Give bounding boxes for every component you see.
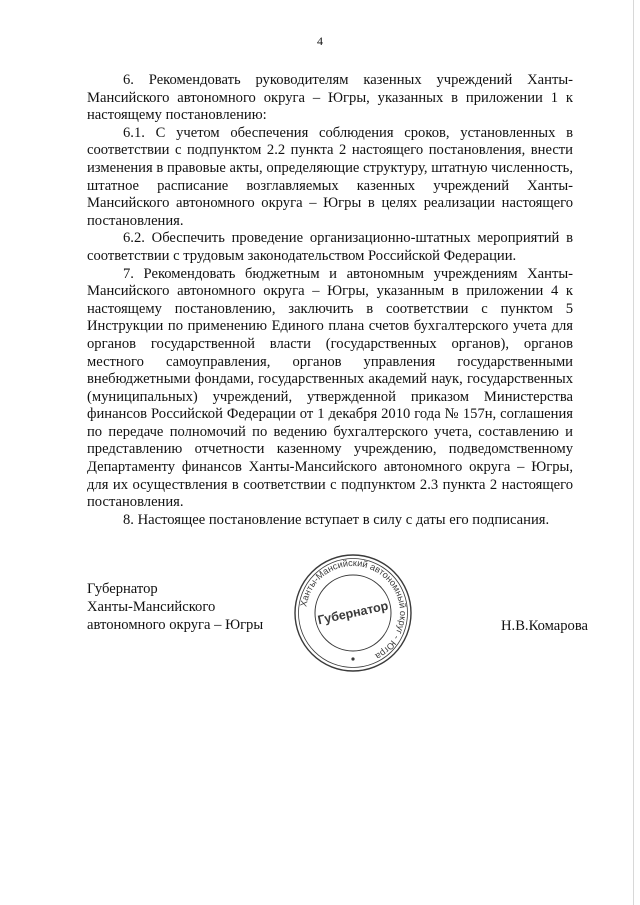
paragraph-6: 6. Рекомендовать руководителям казенных учреждений Ханты-Мансийского автономного округа – Югры, указанных в приложении 1 к настоящему постановлению: <box>87 72 573 124</box>
signature-title <box>87 580 263 634</box>
page-number: 4 <box>317 34 323 48</box>
paragraph-6-1: 6.1. С учетом обеспечения соблюдения сроков, установленных в соответствии с подпунктом 2.2 пункта 2 настоящего постановления, внести изменения в правовые акты, определяющие структуру, штатную численность, штатное расписание возглавляемых казенных учреждений Ханты-Мансийского автономного округа – Югры в целях реализации настоящего постановления. <box>87 124 573 229</box>
signature-title-line: Ханты-Мансийского <box>87 599 216 615</box>
signature-title-line: Губернатор <box>87 581 158 597</box>
page-edge-line <box>633 0 634 905</box>
official-seal <box>291 551 415 675</box>
paragraph-6-2: 6.2. Обеспечить проведение организационно-штатных мероприятий в соответствии с трудовым законодательством Российской Федерации. <box>87 230 573 264</box>
paragraph-8: 8. Настоящее постановление вступает в силу с даты его подписания. <box>123 511 550 528</box>
svg-text:Ханты-Мансийский автономный ок: Ханты-Мансийский автономный округ - Югра <box>298 557 409 662</box>
svg-text:Губернатор: Губернатор <box>316 598 390 628</box>
paragraph-7: 7. Рекомендовать бюджетным и автономным учреждениям Ханты-Мансийского автономного округа – Югры, указанным в приложении 4 к настоящему постановлению, заключить в соответствии с пунктом 5 Инструкции по применению Единого плана счетов бухгалтерского учета для органов государственной власти (государственных органов), органов местного самоуправления, органов управления государственными внебюджетными фондами, государственных академий наук, государственных (муниципальных) учреждений, утвержденной приказом Министерства финансов Российской Федерации от 1 декабря 2010 года № 157н, соглашения по передаче полномочий по ведению бухгалтерского учета, составлению и представлению отчетности казенному учреждению, подведомственному Департаменту финансов Ханты-Мансийского автономного округа – Югры, для их осуществления в соответствии с подпунктом 2.3 пункта 2 настоящего постановления. <box>87 265 573 511</box>
document-body <box>87 72 573 529</box>
signature-title-line: автономного округа – Югры <box>87 617 264 633</box>
signatory-name: Н.В.Комарова <box>501 618 588 634</box>
